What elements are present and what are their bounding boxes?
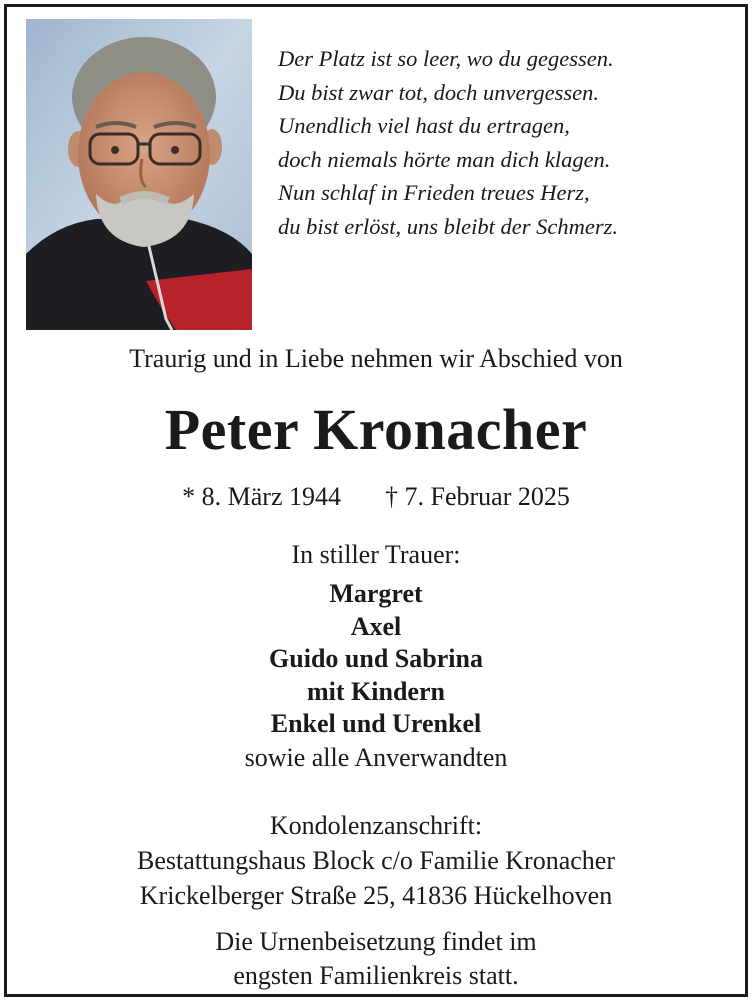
- poem-line: du bist erlöst, uns bleibt der Schmerz.: [278, 213, 618, 239]
- mourner-name: Margret: [329, 579, 423, 608]
- mourner-name: Enkel und Urenkel: [270, 709, 482, 738]
- poem-line: doch niemals hörte man dich klagen.: [278, 146, 611, 172]
- portrait-photo: [26, 19, 252, 330]
- life-dates: [7, 479, 745, 515]
- condolence-line: Krickelberger Straße 25, 41836 Hückelhoven: [139, 881, 613, 910]
- mourner-name: Axel: [350, 611, 402, 641]
- death-date: † 7. Februar 2025: [385, 482, 570, 511]
- mourners-list: [7, 578, 745, 774]
- relatives-line: sowie alle Anverwandten: [244, 742, 508, 772]
- farewell-intro: Traurig und in Liebe nehmen wir Abschied von: [129, 344, 623, 373]
- poem-line: Der Platz ist so leer, wo du gegessen.: [278, 46, 614, 71]
- mourning-heading: In stiller Trauer:: [291, 540, 461, 569]
- mourner-name: Guido und Sabrina: [269, 644, 483, 673]
- poem-line: Nun schlaf in Frieden treues Herz,: [278, 180, 590, 205]
- poem: [278, 42, 738, 243]
- urn-note-line: engsten Familienkreis statt.: [233, 961, 519, 990]
- condolence-address: [7, 808, 745, 913]
- birth-date: * 8. März 1944: [182, 482, 341, 511]
- condolence-line: Bestattungshaus Block c/o Familie Kronacher: [136, 846, 615, 875]
- urn-burial-note: [7, 925, 745, 993]
- deceased-name: Peter Kronacher: [164, 397, 588, 462]
- mourner-name: mit Kindern: [307, 676, 445, 706]
- obituary-frame: [4, 4, 748, 997]
- urn-note-line: Die Urnenbeisetzung findet im: [215, 927, 537, 956]
- condolence-heading: Kondolenzanschrift:: [269, 811, 483, 840]
- poem-line: Unendlich viel hast du ertragen,: [278, 113, 570, 138]
- poem-line: Du bist zwar tot, doch unvergessen.: [278, 79, 600, 105]
